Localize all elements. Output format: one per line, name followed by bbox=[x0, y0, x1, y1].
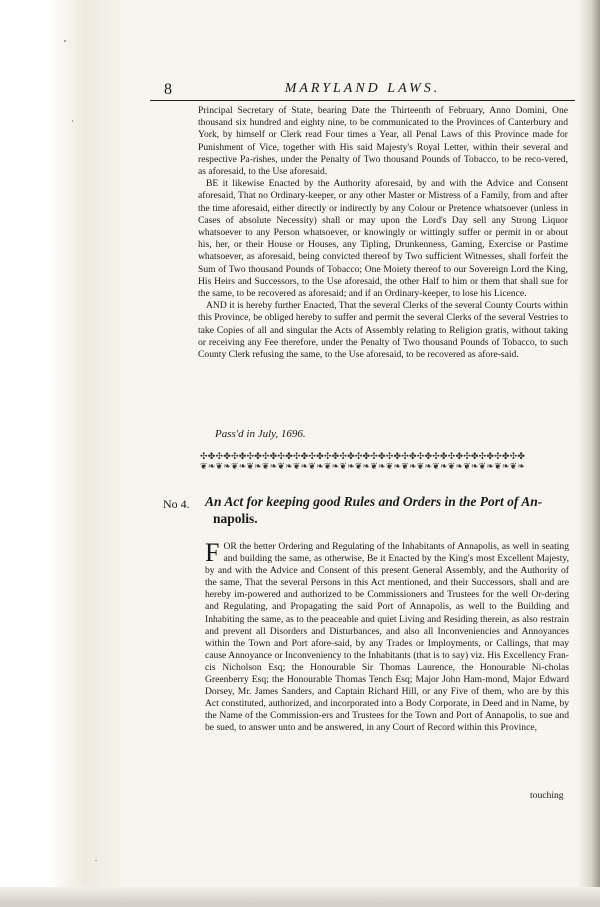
print-speck bbox=[72, 120, 73, 122]
page-edge-bottom bbox=[0, 887, 600, 907]
drop-cap: F bbox=[205, 538, 220, 567]
catchword: touching bbox=[530, 790, 564, 801]
ornament-divider-icon: ✣✤✣✤✣✤✣✤✣✤✣✤✣✤✣✤✣✤✣✤✣✤✣✤✣✤✣✤✣✤✣✤✣✤✣✤✣✤✣✤✣✤ ❦❧❦❧❦❧❦❧❦❧❦❧❦❧❦❧❦❧❦❧❦❧❦❧❦❧❦❧❦❧❦❧❦❧❦❧❦❧❦❧❦❧ bbox=[200, 452, 526, 472]
paragraph-enactment-county-clerks: AND it is hereby further Enacted, That the several Clerks of the several County Courts within this Province, be obliged hereby to suffer and permit the several Clerks of the several Vestries to take Copies of all and singular the Acts of Assembly relating to Religion gratis, without taking or receiving any Fee therefore, under the Penalty of Two thousand Pounds of Tobacco, to such County Clerk refusing the same, to the Use aforesaid, to be recovered as afore-said. bbox=[198, 300, 568, 361]
act-number: No 4. bbox=[163, 497, 190, 511]
body-text bbox=[198, 105, 568, 361]
act-title bbox=[205, 493, 575, 527]
print-speck bbox=[95, 860, 97, 861]
act-title-main: An Act for keeping good Rules and Orders in the Port of An- bbox=[205, 494, 543, 509]
page-number: 8 bbox=[164, 81, 172, 98]
page-gutter-left bbox=[0, 0, 120, 907]
act-body bbox=[205, 538, 569, 735]
paragraph-continued: Principal Secretary of State, bearing Date the Thirteenth of February, Anno Domini, One thousand six hundred and eighty nine, to be communicated to the Provinces of Canterbury and York, by himself or Clerk read Four times a Year, all Penal Laws of this Province made for Punishment of Vice, together with His said Majesty's Royal Letter, within their several and respective Pa-rishes, under the Penalty of Two thousand Pounds of Tobacco, to be reco-vered, as aforesaid, to the Use aforesaid. bbox=[198, 105, 568, 178]
passed-date: Pass'd in July, 1696. bbox=[215, 428, 306, 440]
print-speck bbox=[64, 40, 66, 42]
act-body-text: OR the better Ordering and Regulating of the Inhabitants of Annapolis, as well in seating and building the same, as otherwise, Be it Enacted by the King's most Excellent Majesty, by and with the Advice and Consent of this present General Assembly, and the Authority of the same, That the several Persons in this Act mentioned, and their Successors, shall and are hereby im-powered and authorized to be Commissioners and Trustees for the well Or-dering and Regulating, and Propagating the said Port of Annapolis, as well to the Building and Inhabiting the same, as to the peaceable and quiet Living and Residing therein, as also restrain and prevent all Disorders and Disturbances, and also all Inconveniencies and Annoyances within the Town and Port afore-said, by any Trades or Imployments, or Callings, that may cause Annoyance or Inconveniency to the Inhabitants (that is to say) viz. His Excellency Fran-cis Nicholson Esq; the Honourable Sir Thomas Laurence, the Honourable Ni-cholas Greenberry Esq; the Honourable Thomas Tench Esq; Major John Ham-mond, Major Edward Dorsey, Mr. James Sanders, and Captain Richard Hill, or any Five of them, who are by this Act constituted, authorized, and incorporated into a Body Corporate, in Deed and in Name, by the Name of the Commission-ers and Trustees for the Town and Port of Annapolis, to sue and be sued, to answer unto and be answered, in any Court of Record within this Province, bbox=[205, 541, 569, 734]
running-head-title: MARYLAND LAWS. bbox=[284, 81, 441, 96]
page-edge-right bbox=[578, 0, 600, 907]
running-head bbox=[150, 78, 575, 101]
act-title-continued: napolis. bbox=[213, 511, 258, 526]
paragraph-enactment-ordinary-keepers: BE it likewise Enacted by the Authority aforesaid, by and with the Advice and Consent aforesaid, That no Ordinary-keeper, or any other Master or Mistress of a Family, from and after the time aforesaid, either directly or indirectly by any Colour or Pretence whatsoever (unless in Cases of absolute Necessity) shall or may upon the Lord's Day sell any Strong Liquor whatsoever to any Person whatsoever, or knowingly or wittingly suffer or permit in or about his, her, or their House or Houses, any Tipling, Drunkenness, Gaming, Exercise or Pastime whatsoever, as aforesaid, being convicted thereof by Two sufficient Witnesses, shall forfeit the Sum of Two thousand Pounds of Tobacco; One Moiety thereof to our Sovereign Lord the King, His Heirs and Successors, to the Use aforesaid, the other Half to him or them that shall sue for the same, to be recovered as aforesaid; and if an Ordinary-keeper, to lose his Licence. bbox=[198, 178, 568, 300]
